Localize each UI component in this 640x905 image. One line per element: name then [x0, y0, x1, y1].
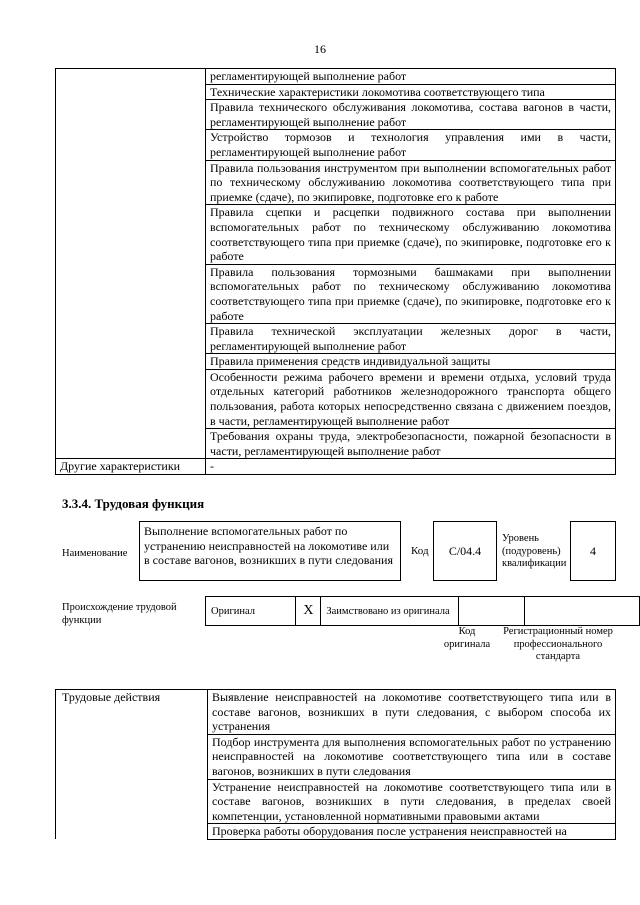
page-number: 16 — [314, 42, 326, 56]
requirement-row: Правила технической эксплуатации железных дорог в части, регламентирующей выполнение работ — [206, 324, 616, 354]
original-code-cell — [459, 597, 524, 626]
function-name-box: Выполнение вспомогательных работ по устранению неисправностей на локомотиве или в составе вагонов, возникших в пути следования — [139, 521, 401, 581]
requirement-row: регламентирующей выполнение работ — [206, 69, 616, 85]
origin-table — [205, 596, 640, 626]
name-label: Наименование — [62, 548, 128, 559]
requirement-row: Правила применения средств индивидуальной защиты — [206, 354, 616, 370]
code-label: Код — [411, 545, 429, 557]
qualification-level-box: 4 — [570, 521, 616, 581]
origin-label: Происхождение трудовой функции — [62, 602, 177, 626]
original-code-caption: Код оригинала — [443, 626, 491, 650]
requirements-table — [55, 68, 616, 475]
requirements-label-cell — [56, 69, 206, 459]
action-row: Проверка работы оборудования после устранения неисправностей на — [208, 824, 616, 840]
borrowed-label: Заимствовано из оригинала — [321, 597, 459, 626]
other-characteristics-value: - — [206, 459, 616, 475]
action-row: Выявление неисправностей на локомотиве соответствующего типа или в составе вагонов, возникших в пути следования, с выбором способа их устранения — [208, 690, 616, 735]
function-code-box: C/04.4 — [433, 521, 497, 581]
qualification-level-label: Уровень (подуровень) квалификации — [502, 533, 567, 569]
requirement-row: Правила пользования тормозными башмаками при выполнении вспомогательных работ по техническому обслуживанию локомотива соответствующего типа при приемке (сдаче), по экипировке, подготовке его к работе — [206, 264, 616, 323]
action-row: Подбор инструмента для выполнения вспомогательных работ по устранению неисправностей на локомотиве соответствующего типа или в составе вагонов, возникших в пути следования — [208, 734, 616, 779]
action-row: Устранение неисправностей на локомотиве соответствующего типа или в составе вагонов, возникших в пути следования, в пределах своей компетенции, установленной нормативными правовыми актами — [208, 779, 616, 824]
actions-table — [55, 689, 616, 840]
requirement-row: Особенности режима рабочего времени и времени отдыха, условий труда отдельных категорий работников железнодорожного транспорта общего пользования, работа которых непосредственно связана с движением поездов, в части, регламентирующей выполнение работ — [206, 369, 616, 428]
reg-number-cell — [524, 597, 639, 626]
other-characteristics-label: Другие характеристики — [56, 459, 206, 475]
requirement-row: Требования охраны труда, электробезопасности, пожарной безопасности в части, регламентирующей выполнение работ — [206, 429, 616, 459]
section-heading: 3.3.4. Трудовая функция — [62, 496, 205, 511]
reg-number-caption: Регистрационный номер профессионального стандарта — [503, 626, 613, 662]
actions-label: Трудовые действия — [56, 690, 208, 840]
requirement-row: Технические характеристики локомотива соответствующего типа — [206, 84, 616, 100]
original-mark: X — [296, 597, 321, 626]
requirement-row: Устройство тормозов и технология управления ими в части, регламентирующей выполнение работ — [206, 130, 616, 160]
requirement-row: Правила технического обслуживания локомотива, состава вагонов в части, регламентирующей выполнение работ — [206, 100, 616, 130]
requirement-row: Правила пользования инструментом при выполнении вспомогательных работ по техническому обслуживанию локомотива соответствующего типа при приемке (сдаче), по экипировке, подготовке его к работе — [206, 160, 616, 205]
original-label: Оригинал — [206, 597, 296, 626]
requirement-row: Правила сцепки и расцепки подвижного состава при выполнении вспомогательных работ по техническому обслуживанию локомотива соответствующего типа при приемке (сдаче), по экипировке, подготовке его к работе — [206, 205, 616, 264]
